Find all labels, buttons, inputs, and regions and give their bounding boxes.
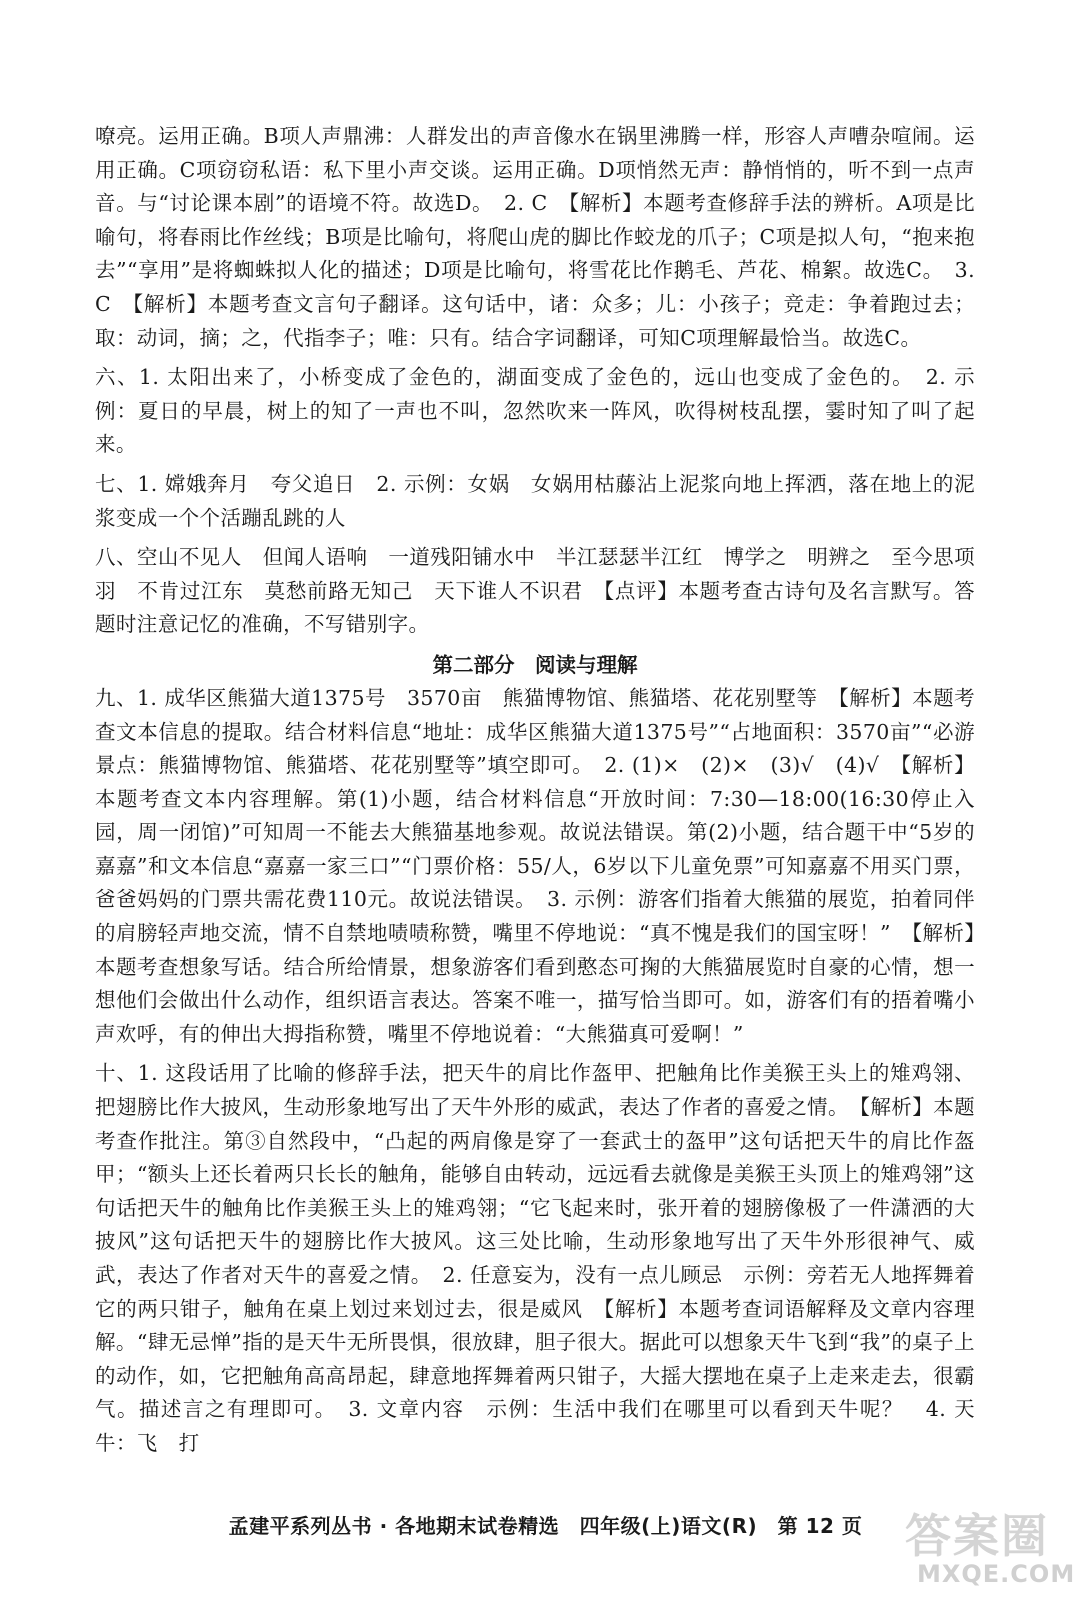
watermark-text: 答案圈 [905, 1509, 1049, 1563]
watermark-url: MXQE.COM [917, 1560, 1076, 1588]
paragraph-section-7: 七、1. 嫦娥奔月 夸父追日 2. 示例：女娲 女娲用枯藤沾上泥浆向地上挥洒，落在地上的泥浆变成一个个活蹦乱跳的人 [95, 471, 975, 530]
answer-page [95, 120, 975, 1467]
paragraph-section-10: 十、1. 这段话用了比喻的修辞手法，把天牛的肩比作盔甲、把触角比作美猴王头上的雉鸡翎、把翅膀比作大披风，生动形象地写出了天牛外形的威武，表达了作者的喜爱之情。 【解析】本题考查作批注。第③自然段中，“凸起的两肩像是穿了一套武士的盔甲”这句话把天牛的肩比作盔甲；“额头上还长着两只长长的触角，能够自由转动，远远看去就像是美猴王头顶上的雉鸡翎”这句话把天牛的触角比作美猴王头上的雉鸡翎；“它飞起来时，张开着的翅膀像极了一件潇洒的大披风”这句话把天牛的翅膀比作大披风。这三处比喻，生动形象地写出了天牛外形很神气、威武，表达了作者对天牛的喜爱之情。 2. 任意妄为，没有一点儿顾忌 示例：旁若无人地挥舞着它的两只钳子，触角在桌上划过来划过去，很是威风 【解析】本题考查词语解释及文章内容理解。“肆无忌惮”指的是天牛无所畏惧，很放肆，胆子很大。据此可以想象天牛飞到“我”的桌子上的动作，如，它把触角高高昂起，肆意地挥舞着两只钳子，大摇大摆地在桌子上走来走去，很霸气。描述言之有理即可。 3. 文章内容 示例：生活中我们在哪里可以看到天牛呢？ 4. 天牛：飞 打 [95, 1061, 975, 1455]
section-title: 第二部分 阅读与理解 [432, 652, 638, 677]
paragraph-section-6: 六、1. 太阳出来了，小桥变成了金色的，湖面变成了金色的，远山也变成了金色的。 2. 示例：夏日的早晨，树上的知了一声也不叫，忽然吹来一阵风，吹得树枝乱摆，霎时知了叫了起来。 [95, 365, 975, 457]
paragraph-section-5-continued: 嘹亮。运用正确。B项人声鼎沸：人群发出的声音像水在锅里沸腾一样，形容人声嘈杂喧闹。运用正确。C项窃窃私语：私下里小声交谈。运用正确。D项悄然无声：静悄悄的，听不到一点声音。与“讨论课本剧”的语境不符。故选D。 2. C 【解析】本题考查修辞手法的辨析。A项是比喻句，将春雨比作丝线；B项是比喻句，将爬山虎的脚比作蛟龙的爪子；C项是拟人句，“抱来抱去”“享用”是将蜘蛛拟人化的描述；D项是比喻句，将雪花比作鹅毛、芦花、棉絮。故选C。 3. C 【解析】本题考查文言句子翻译。这句话中，诸：众多；儿：小孩子；竞走：争着跑过去；取：动词，摘；之，代指李子；唯：只有。结合字词翻译，可知C项理解最恰当。故选C。 [95, 124, 975, 350]
paragraph-section-9: 九、1. 成华区熊猫大道1375号 3570亩 熊猫博物馆、熊猫塔、花花别墅等 【解析】本题考查文本信息的提取。结合材料信息“地址：成华区熊猫大道1375号”“占地面积：3570亩”“必游景点：熊猫博物馆、熊猫塔、花花别墅等”填空即可。 2. (1)× (2)× (3)√ (4)√ 【解析】本题考查文本内容理解。第(1)小题，结合材料信息“开放时间：7:30—18:00(16:30停止入园，周一闭馆)”可知周一不能去大熊猫基地参观。故说法错误。第(2)小题，结合题干中“5岁的嘉嘉”和文本信息“嘉嘉一家三口”“门票价格：55/人，6岁以下儿童免票”可知嘉嘉不用买门票，爸爸妈妈的门票共需花费110元。故说法错误。 3. 示例：游客们指着大熊猫的展览，拍着同伴的肩膀轻声地交流，情不自禁地啧啧称赞，嘴里不停地说：“真不愧是我们的国宝呀！” 【解析】本题考查想象写话。结合所给情景，想象游客们看到憨态可掬的大熊猫展览时自豪的心情，想一想他们会做出什么动作，组织语言表达。答案不唯一，描写恰当即可。如，游客们有的捂着嘴小声欢呼，有的伸出大拇指称赞，嘴里不停地说着：“大熊猫真可爱啊！” [95, 685, 975, 1046]
paragraph-section-8: 八、空山不见人 但闻人语响 一道残阳铺水中 半江瑟瑟半江红 博学之 明辨之 至今思项羽 不肯过江东 莫愁前路无知己 天下谁人不识君 【点评】本题考查古诗句及名言默写。答题时注意记忆的准确，不写错别字。 [95, 545, 975, 637]
page-footer: 孟建平系列丛书 · 各地期末试卷精选 四年级(上)语文(R) 第 12 页 [228, 1514, 863, 1538]
watermark-logo [905, 1500, 1075, 1595]
